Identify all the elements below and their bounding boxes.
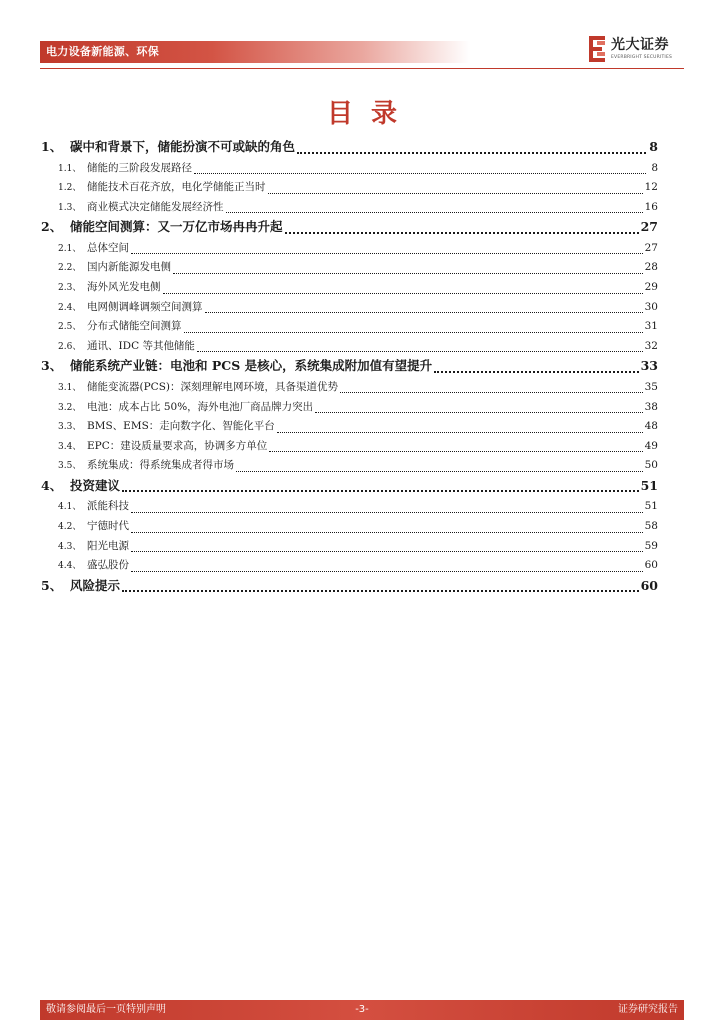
- footer-disclaimer: 敬请参阅最后一页特别声明: [46, 1004, 166, 1015]
- toc-entry-number: 3.1、: [58, 382, 82, 393]
- toc-entry-page: 59: [644, 539, 658, 552]
- header-divider: [40, 68, 684, 69]
- toc-entry-number: 3.4、: [58, 441, 82, 452]
- toc-dot-leader: [197, 340, 643, 352]
- toc-entry-number: 1.2、: [58, 183, 82, 194]
- toc-entry-page: 51: [644, 500, 658, 513]
- toc-entry-page: 30: [644, 300, 658, 313]
- toc-entry-title: 风险提示: [70, 577, 121, 593]
- toc-entry-number: 4、: [41, 477, 63, 493]
- toc-entry-page: 27: [640, 219, 658, 235]
- toc-subsection-row[interactable]: [40, 337, 658, 356]
- toc-entry-number: 3.2、: [58, 402, 82, 413]
- toc-entry-page: 29: [644, 281, 658, 293]
- toc-entry-title: 系统集成：得系统集成者得市场: [87, 459, 234, 472]
- toc-dot-leader: [184, 321, 643, 333]
- toc-subsection-row[interactable]: [40, 556, 658, 575]
- toc-entry-title: BMS、EMS：走向数字化、智能化平台: [87, 420, 275, 433]
- toc-entry-number: 4.3、: [58, 541, 82, 552]
- toc-section-row[interactable]: [40, 576, 658, 596]
- toc-entry-title: 国内新能源发电侧: [87, 261, 171, 274]
- toc-subsection-row[interactable]: [40, 537, 658, 556]
- toc-entry-number: 4.2、: [58, 522, 82, 532]
- toc-subsection-row[interactable]: [40, 159, 658, 178]
- toc-entry-number: 1、: [41, 139, 63, 154]
- toc-dot-leader: [269, 440, 642, 452]
- toc-entry-page: 12: [644, 181, 658, 194]
- toc-subsection-row[interactable]: [40, 258, 658, 277]
- toc-entry-page: 28: [644, 261, 658, 274]
- toc-entry-number: 4.1、: [58, 502, 82, 513]
- toc-entry-number: 3、: [41, 358, 63, 374]
- toc-entry-number: 2.6、: [58, 341, 82, 352]
- toc-subsection-row[interactable]: [40, 278, 658, 297]
- toc-entry-number: 2.4、: [58, 302, 82, 313]
- toc-entry-title: 宁德时代: [87, 520, 129, 532]
- toc-dot-leader: [122, 479, 639, 492]
- toc-entry-page: 60: [640, 577, 658, 593]
- toc-entry-page: 48: [644, 420, 658, 433]
- toc-dot-leader: [226, 201, 643, 213]
- toc-dot-leader: [122, 579, 639, 592]
- toc-dot-leader: [205, 301, 643, 313]
- logo-english-name: EVERBRIGHT SECURITIES: [611, 55, 673, 60]
- toc-entry-title: 阳光电源: [87, 539, 129, 552]
- toc-entry-title: 商业模式决定储能发展经济性: [87, 200, 224, 213]
- toc-entry-title: 电池：成本占比 50%，海外电池厂商品牌力突出: [87, 400, 314, 413]
- toc-section-row[interactable]: [40, 217, 658, 237]
- toc-dot-leader: [297, 141, 646, 154]
- toc-entry-number: 2.1、: [58, 243, 82, 254]
- toc-entry-number: 2.3、: [58, 283, 82, 293]
- company-logo: [589, 36, 689, 66]
- toc-dot-leader: [277, 421, 643, 433]
- toc-entry-page: 8: [649, 139, 658, 154]
- toc-entry-number: 5、: [41, 577, 63, 593]
- toc-entry-title: 储能变流器(PCS)：深刻理解电网环境，具备渠道优势: [87, 380, 338, 393]
- toc-dot-leader: [131, 521, 643, 533]
- toc-entry-title: 盛弘股份: [87, 559, 129, 572]
- toc-subsection-row[interactable]: [40, 298, 658, 317]
- toc-dot-leader: [131, 501, 643, 513]
- toc-subsection-row[interactable]: [40, 398, 658, 417]
- toc-entry-title: EPC：建设质量要求高，协调多方单位: [87, 439, 268, 452]
- toc-dot-leader: [131, 560, 643, 572]
- toc-entry-title: 储能技术百花齐放，电化学储能正当时: [87, 181, 266, 194]
- footer-page-number: -3-: [355, 1004, 369, 1015]
- toc-entry-title: 投资建议: [70, 477, 121, 493]
- toc-entry-title: 储能的三阶段发展路径: [87, 161, 192, 174]
- toc-subsection-row[interactable]: [40, 239, 658, 258]
- toc-entry-page: 8: [651, 161, 658, 174]
- toc-subsection-row[interactable]: [40, 378, 658, 397]
- toc-entry-number: 3.3、: [58, 422, 82, 433]
- toc-entry-page: 50: [644, 459, 658, 472]
- toc-entry-page: 58: [644, 520, 658, 532]
- toc-subsection-row[interactable]: [40, 417, 658, 436]
- toc-entry-number: 4.4、: [58, 561, 82, 572]
- toc-entry-number: 2.2、: [58, 263, 82, 274]
- toc-title: 目录: [326, 99, 415, 129]
- toc-entry-number: 2.5、: [58, 322, 82, 333]
- toc-entry-page: 27: [644, 241, 658, 254]
- toc-dot-leader: [268, 182, 643, 194]
- toc-section-row[interactable]: [40, 356, 658, 376]
- toc-dot-leader: [236, 460, 643, 472]
- toc-entry-title: 海外风光发电侧: [87, 281, 161, 293]
- toc-entry-page: 60: [644, 559, 658, 572]
- toc-subsection-row[interactable]: [40, 517, 658, 536]
- toc-entry-page: 16: [644, 200, 658, 213]
- toc-entry-page: 38: [644, 400, 658, 413]
- toc-dot-leader: [163, 282, 643, 294]
- toc-entry-page: 32: [644, 339, 658, 352]
- everbright-logo-icon: [589, 36, 605, 62]
- toc-section-row[interactable]: [40, 476, 658, 496]
- toc-entry-title: 储能空间测算：又一万亿市场冉冉升起: [70, 219, 283, 235]
- toc-section-row[interactable]: [40, 137, 658, 157]
- toc-entry-title: 通讯、IDC 等其他储能: [87, 339, 195, 352]
- toc-dot-leader: [340, 381, 643, 393]
- toc-entry-number: 1.1、: [58, 163, 82, 174]
- toc-entry-title: 储能系统产业链：电池和 PCS 是核心，系统集成附加值有望提升: [70, 358, 433, 374]
- toc-subsection-row[interactable]: [40, 497, 658, 516]
- toc-dot-leader: [434, 360, 639, 373]
- toc-entry-title: 总体空间: [87, 241, 129, 254]
- toc-entry-number: 2、: [41, 219, 63, 235]
- toc-entry-page: 33: [640, 358, 658, 374]
- toc-subsection-row[interactable]: [40, 317, 658, 336]
- toc-subsection-row[interactable]: [40, 456, 658, 475]
- toc-entry-number: 3.5、: [58, 461, 82, 472]
- toc-dot-leader: [315, 401, 642, 413]
- toc-subsection-row[interactable]: [40, 178, 658, 197]
- toc-dot-leader: [131, 540, 643, 552]
- toc-entry-title: 派能科技: [87, 500, 129, 513]
- toc-subsection-row[interactable]: [40, 198, 658, 217]
- footer-report-type: 证券研究报告: [618, 1004, 678, 1015]
- toc-subsection-row[interactable]: [40, 437, 658, 456]
- toc-entry-title: 分布式储能空间测算: [87, 320, 182, 333]
- toc-entry-title: 碳中和背景下，储能扮演不可或缺的角色: [70, 139, 296, 154]
- toc-entry-number: 1.3、: [58, 202, 82, 213]
- toc-dot-leader: [131, 242, 643, 254]
- toc-dot-leader: [194, 162, 646, 174]
- logo-chinese-name: 光大证券: [611, 37, 669, 53]
- toc-entry-page: 31: [644, 320, 658, 333]
- toc-entry-page: 35: [644, 380, 658, 393]
- toc-dot-leader: [173, 262, 643, 274]
- toc-entry-title: 电网侧调峰调频空间测算: [87, 300, 203, 313]
- toc-entry-page: 49: [644, 439, 658, 452]
- toc-dot-leader: [285, 221, 639, 234]
- header-section-label: 电力设备新能源、环保: [46, 45, 159, 58]
- toc-entry-page: 51: [640, 477, 658, 493]
